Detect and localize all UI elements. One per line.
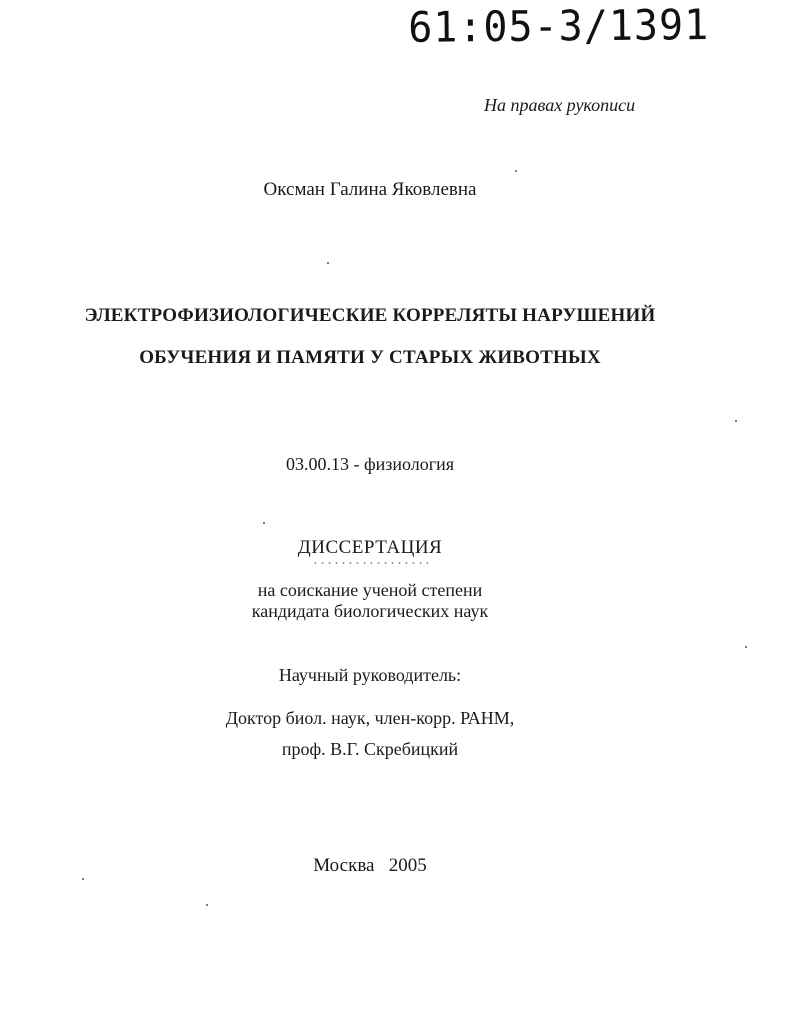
thesis-title-line-2: ОБУЧЕНИЯ И ПАМЯТИ У СТАРЫХ ЖИВОТНЫХ xyxy=(139,347,601,368)
thesis-title-line-1: ЭЛЕКТРОФИЗИОЛОГИЧЕСКИЕ КОРРЕЛЯТЫ НАРУШЕНИЙ xyxy=(84,305,656,326)
scan-speck xyxy=(206,904,208,906)
scan-speck xyxy=(515,170,517,172)
scan-speck xyxy=(745,646,747,648)
author-name: Оксман Галина Яковлевна xyxy=(263,179,477,200)
stamp-dot-marks xyxy=(312,560,432,566)
specialty-code: 03.00.13 - физиология xyxy=(285,454,455,474)
rights-note: На правах рукописи xyxy=(484,95,636,115)
supervisor-name: проф. В.Г. Скребицкий xyxy=(281,739,459,759)
archive-number-handwritten: 61:05-3/1391 xyxy=(408,1,710,53)
supervisor-heading: Научный руководитель: xyxy=(278,665,462,685)
degree-line-1: на соискание ученой степени xyxy=(257,580,483,600)
city-and-year: Москва 2005 xyxy=(313,855,427,876)
degree-line-2: кандидата биологических наук xyxy=(251,601,489,621)
scan-speck xyxy=(735,420,737,422)
supervisor-title: Доктор биол. наук, член-корр. РАНМ, xyxy=(225,708,515,728)
scan-speck xyxy=(82,878,84,880)
scan-speck xyxy=(327,262,329,264)
document-type: ДИССЕРТАЦИЯ xyxy=(297,537,443,558)
scan-speck xyxy=(263,522,265,524)
